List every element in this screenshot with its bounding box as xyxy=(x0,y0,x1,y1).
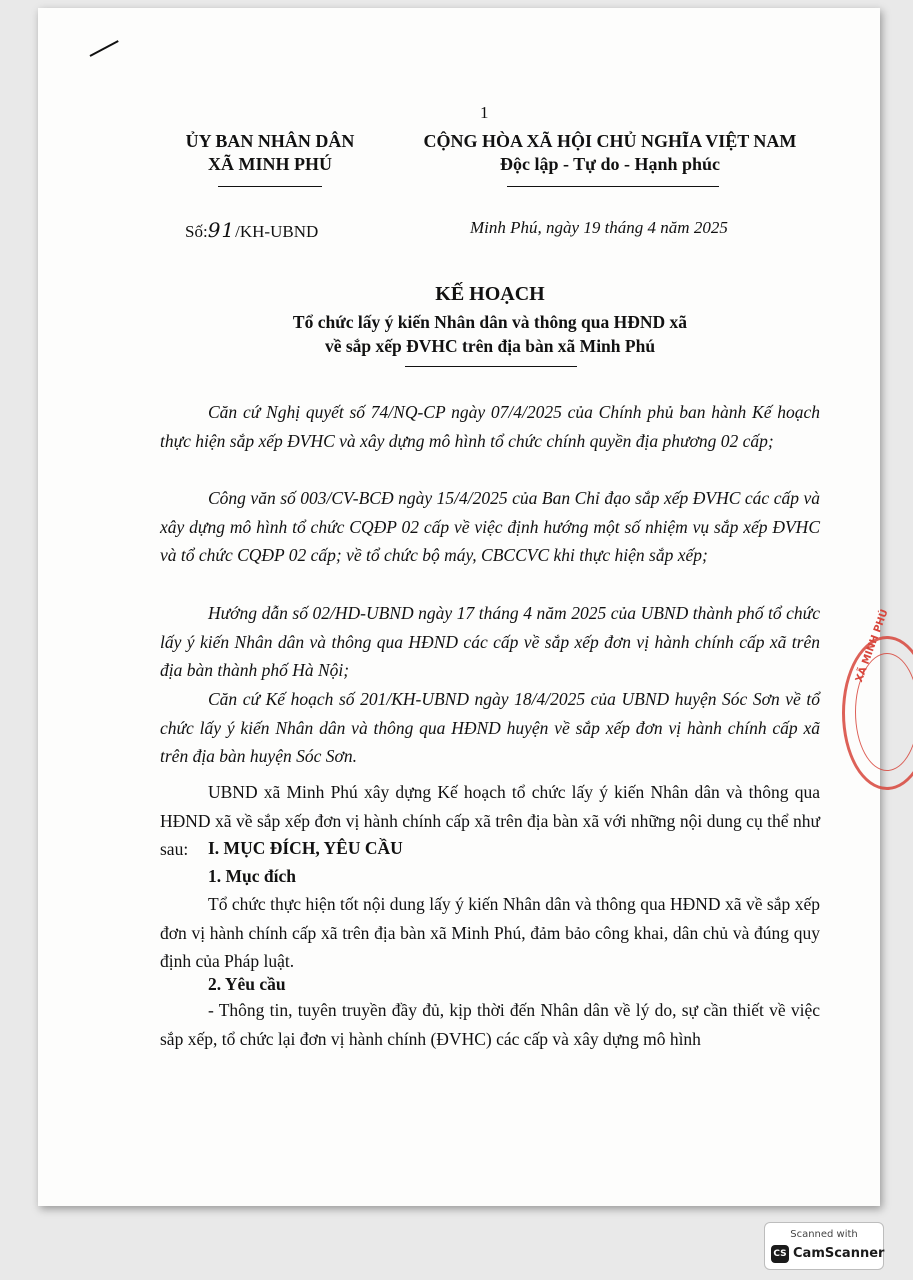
requirements-text: - Thông tin, tuyên truyền đầy đủ, kịp thời đến Nhân dân về lý do, sự cần thiết về việc sắp xếp, tổ chức lại đơn vị hành chính (ĐVHC) các cấp và xây dựng mô hình xyxy=(160,1000,820,1049)
page-number: 1 xyxy=(480,103,489,122)
section-1-heading: I. MỤC ĐÍCH, YÊU CẦU xyxy=(208,838,403,858)
doc-no-suffix: /KH-UBND xyxy=(235,222,319,241)
subtitle-line-1: Tổ chức lấy ý kiến Nhân dân và thông qua HĐND xã xyxy=(292,312,688,332)
org-line-2: XÃ MINH PHÚ xyxy=(208,154,332,174)
camscanner-watermark xyxy=(764,1222,884,1270)
document-subtitle xyxy=(160,310,820,358)
requirements-heading: 2. Yêu cầu xyxy=(208,974,286,994)
basis-paragraph-1: Căn cứ Nghị quyết số 74/NQ-CP ngày 07/4/2025 của Chính phủ ban hành Kế hoạch thực hiện sắp xếp ĐVHC và xây dựng mô hình tổ chức chính quyền địa phương 02 cấp; xyxy=(160,402,820,451)
seal-text: XÃ MINH PHÚ xyxy=(854,607,891,684)
doc-no-handwritten: 91 xyxy=(207,218,236,242)
basis-paragraph-4: Căn cứ Kế hoạch số 201/KH-UBND ngày 18/4/2025 của UBND huyện Sóc Sơn về tổ chức lấy ý kiến Nhân dân và thông qua HĐND huyện về sắp xếp đơn vị hành chính cấp xã trên địa bàn huyện Sóc Sơn. xyxy=(160,689,820,766)
motto-underline xyxy=(507,186,719,187)
title-underline xyxy=(405,366,577,367)
doc-no-prefix: Số: xyxy=(185,222,208,241)
subtitle-line-2: về sắp xếp ĐVHC trên địa bàn xã Minh Phú xyxy=(324,336,656,356)
purpose-text: Tổ chức thực hiện tốt nội dung lấy ý kiến Nhân dân và thông qua HĐND xã về sắp xếp đơn vị hành chính cấp xã trên địa bàn xã Minh Phú, đảm bảo công khai, dân chủ và đúng quy định của Pháp luật. xyxy=(160,894,820,971)
issuing-organization xyxy=(150,130,390,176)
national-motto xyxy=(380,130,840,176)
org-line-1: ỦY BAN NHÂN DÂN xyxy=(185,131,355,151)
document-title: KẾ HOẠCH xyxy=(435,283,545,305)
date-line: Minh Phú, ngày 19 tháng 4 năm 2025 xyxy=(470,218,728,237)
camscanner-name: CamScanner xyxy=(793,1246,885,1261)
basis-paragraph-3: Hướng dẫn số 02/HD-UBND ngày 17 tháng 4 năm 2025 của UBND thành phố tổ chức lấy ý kiến Nhân dân và thông qua HĐND các cấp về sắp xếp đơn vị hành chính cấp xã trên địa bàn thành phố Hà Nội; xyxy=(160,603,820,680)
nation-line-2: Độc lập - Tự do - Hạnh phúc xyxy=(499,154,721,174)
intro-paragraph: UBND xã Minh Phú xây dựng Kế hoạch tổ chức lấy ý kiến Nhân dân và thông qua HĐND xã về sắp xếp đơn vị hành chính cấp xã trên địa bàn xã với những nội dung cụ thể như sau: xyxy=(160,782,820,859)
scanned-with-label: Scanned with xyxy=(790,1229,858,1240)
camscanner-logo-icon: CS xyxy=(771,1245,789,1263)
document-number xyxy=(185,218,318,242)
nation-line-1: CỘNG HÒA XÃ HỘI CHỦ NGHĨA VIỆT NAM xyxy=(423,131,797,151)
basis-paragraph-2: Công văn số 003/CV-BCĐ ngày 15/4/2025 của Ban Chỉ đạo sắp xếp ĐVHC các cấp và xây dựng mô hình tổ chức CQĐP 02 cấp về việc định hướng một số nhiệm vụ sắp xếp ĐVHC và tổ chức CQĐP 02 cấp; về tổ chức bộ máy, CBCCVC khi thực hiện sắp xếp; xyxy=(160,488,820,565)
org-underline xyxy=(218,186,322,187)
purpose-heading: 1. Mục đích xyxy=(208,866,296,886)
